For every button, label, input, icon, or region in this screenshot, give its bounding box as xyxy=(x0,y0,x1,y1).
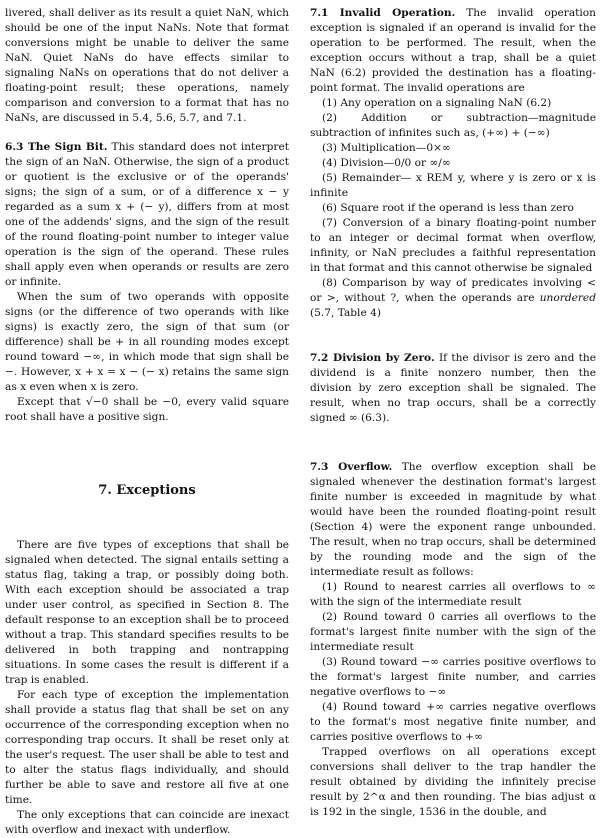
section-7-1-text: The invalid operation exception is signaled if an operand is invalid for the operation to be performed. The result, when the exception occurs without a trap, shall be a quiet NaN (6.2) provided the destination has a floating-point format. The invalid operations are xyxy=(310,7,596,94)
section-6-3-heading: 6.3 The Sign Bit. xyxy=(5,141,108,153)
section-7-3-heading: 7.3 Overflow. xyxy=(310,461,393,473)
invalid-op-item: (1) Any operation on a signaling NaN (6.2) xyxy=(322,97,552,109)
item-8-emphasis: unordered xyxy=(539,292,596,304)
section-7-1-heading: 7.1 Invalid Operation. xyxy=(310,7,456,19)
paragraph-continued: livered, shall deliver as its result a quiet NaN, which should be one of the input NaNs. Note that format conversions might be unable to deliver the same NaN. Quiet NaNs do have effects similar to signaling NaNs on operations that do not deliver a floating-point result; these operations, namely comparison and conversion to a format that has no NaNs, are discussed in 5.4, 5.6, 5.7, and 7.1. xyxy=(5,7,289,124)
chapter-7-paragraph-2: For each type of exception the implementation shall provide a status flag that shall be set on any occurrence of the corresponding exception when no corresponding trap occurs. It shall be reset only at the user's request. The user shall be able to test and to alter the status flags individually, and should further be able to save and restore all five at one time. xyxy=(5,689,289,806)
section-7-1 xyxy=(310,6,596,96)
invalid-op-item: (4) Division—0/0 or ∞/∞ xyxy=(322,157,451,169)
section-7-2-text: If the divisor is zero and the dividend is a finite nonzero number, then the division by zero exception shall be signaled. The result, when no trap occurs, shall be a correctly signed ∞ (6.3). xyxy=(310,352,597,424)
section-6-3-text: This standard does not interpret the sign of an NaN. Otherwise, the sign of a product or quotient is the exclusive or of the operands' signs; the sign of a sum, or of a difference x − y regarded as a sum x + (− y), differs from at most one of the addends' signs, and the sign of the result of the round floating-point number to integer value operation is the sign of the operand. These rules shall apply even when operands or results are zero or infinite. xyxy=(5,141,289,288)
invalid-op-item: (5) Remainder— x REM y, where y is zero or x is infinite xyxy=(310,172,596,199)
chapter-7-heading: 7. Exceptions xyxy=(98,483,196,498)
invalid-op-item: (2) Addition or subtraction—magnitude subtraction of infinites such as, (+∞) + (−∞) xyxy=(310,112,596,139)
overflow-item: (2) Round toward 0 carries all overflows to the format's largest finite number with the sign of the intermediate result xyxy=(310,611,596,653)
section-6-3-paragraph-2: When the sum of two operands with opposite signs (or the difference of two operands with like signs) is exactly zero, the sign of that sum (or difference) shall be + in all rounding modes except round toward −∞, in which mode that sign shall be −. However, x + x = x − (− x) retains the same sign as x even when x is zero. xyxy=(5,291,289,393)
section-7-2-heading: 7.2 Division by Zero. xyxy=(310,352,435,364)
left-column xyxy=(5,6,289,838)
overflow-item: (3) Round toward −∞ carries positive overflows to the format's largest finite number, and carries negative overflows to −∞ xyxy=(310,656,596,698)
invalid-op-item: (7) Conversion of a binary floating-point number to an integer or decimal format when overflow, infinity, or NaN precludes a faithful representation in that format and this cannot otherwise be signaled xyxy=(310,217,596,274)
item-8-ref: (5.7, Table 4) xyxy=(310,307,381,319)
chapter-7-paragraph-3: The only exceptions that can coincide are inexact with overflow and inexact with underflow. xyxy=(5,809,289,836)
invalid-op-item xyxy=(310,276,596,321)
section-7-3 xyxy=(310,460,596,580)
invalid-op-item: (3) Multiplication—0×∞ xyxy=(322,142,451,154)
section-6-3-paragraph-3: Except that √−0 shall be −0, every valid square root shall have a positive sign. xyxy=(5,396,289,423)
section-7-2 xyxy=(310,351,596,426)
chapter-7-paragraph-1: There are five types of exceptions that shall be signaled when detected. The signal entails setting a status flag, taking a trap, or possibly doing both. With each exception should be associated a trap under user control, as specified in Section 8. The default response to an exception shall be to proceed without a trap. This standard specifies results to be delivered in both trapping and nontrapping situations. In some cases the result is different if a trap is enabled. xyxy=(5,539,289,686)
overflow-item: (4) Round toward +∞ carries negative overflows to the format's most negative finite number, and carries positive overflows to +∞ xyxy=(310,701,596,743)
invalid-op-item: (6) Square root if the operand is less than zero xyxy=(322,202,574,214)
section-7-3-text: The overflow exception shall be signaled whenever the destination format's largest finite number is exceeded in magnitude by what would have been the rounded floating-point result (Section 4) were the exponent range unbounded. The result, when no trap occurs, shall be determined by the rounding mode and the sign of the intermediate result as follows: xyxy=(310,461,596,578)
right-column xyxy=(310,6,596,820)
section-6-3 xyxy=(5,140,289,290)
overflow-item: (1) Round to nearest carries all overflows to ∞ with the sign of the intermediate result xyxy=(310,581,596,608)
section-7-3-paragraph-2: Trapped overflows on all operations except conversions shall deliver to the trap handler the result obtained by dividing the infinitely precise result by 2^α and then rounding. The bias adjust α is 192 in the single, 1536 in the double, and xyxy=(310,746,596,818)
item-8-text: (8) Comparison by way of predicates involving < or >, without ?, when the operands are xyxy=(310,277,596,304)
